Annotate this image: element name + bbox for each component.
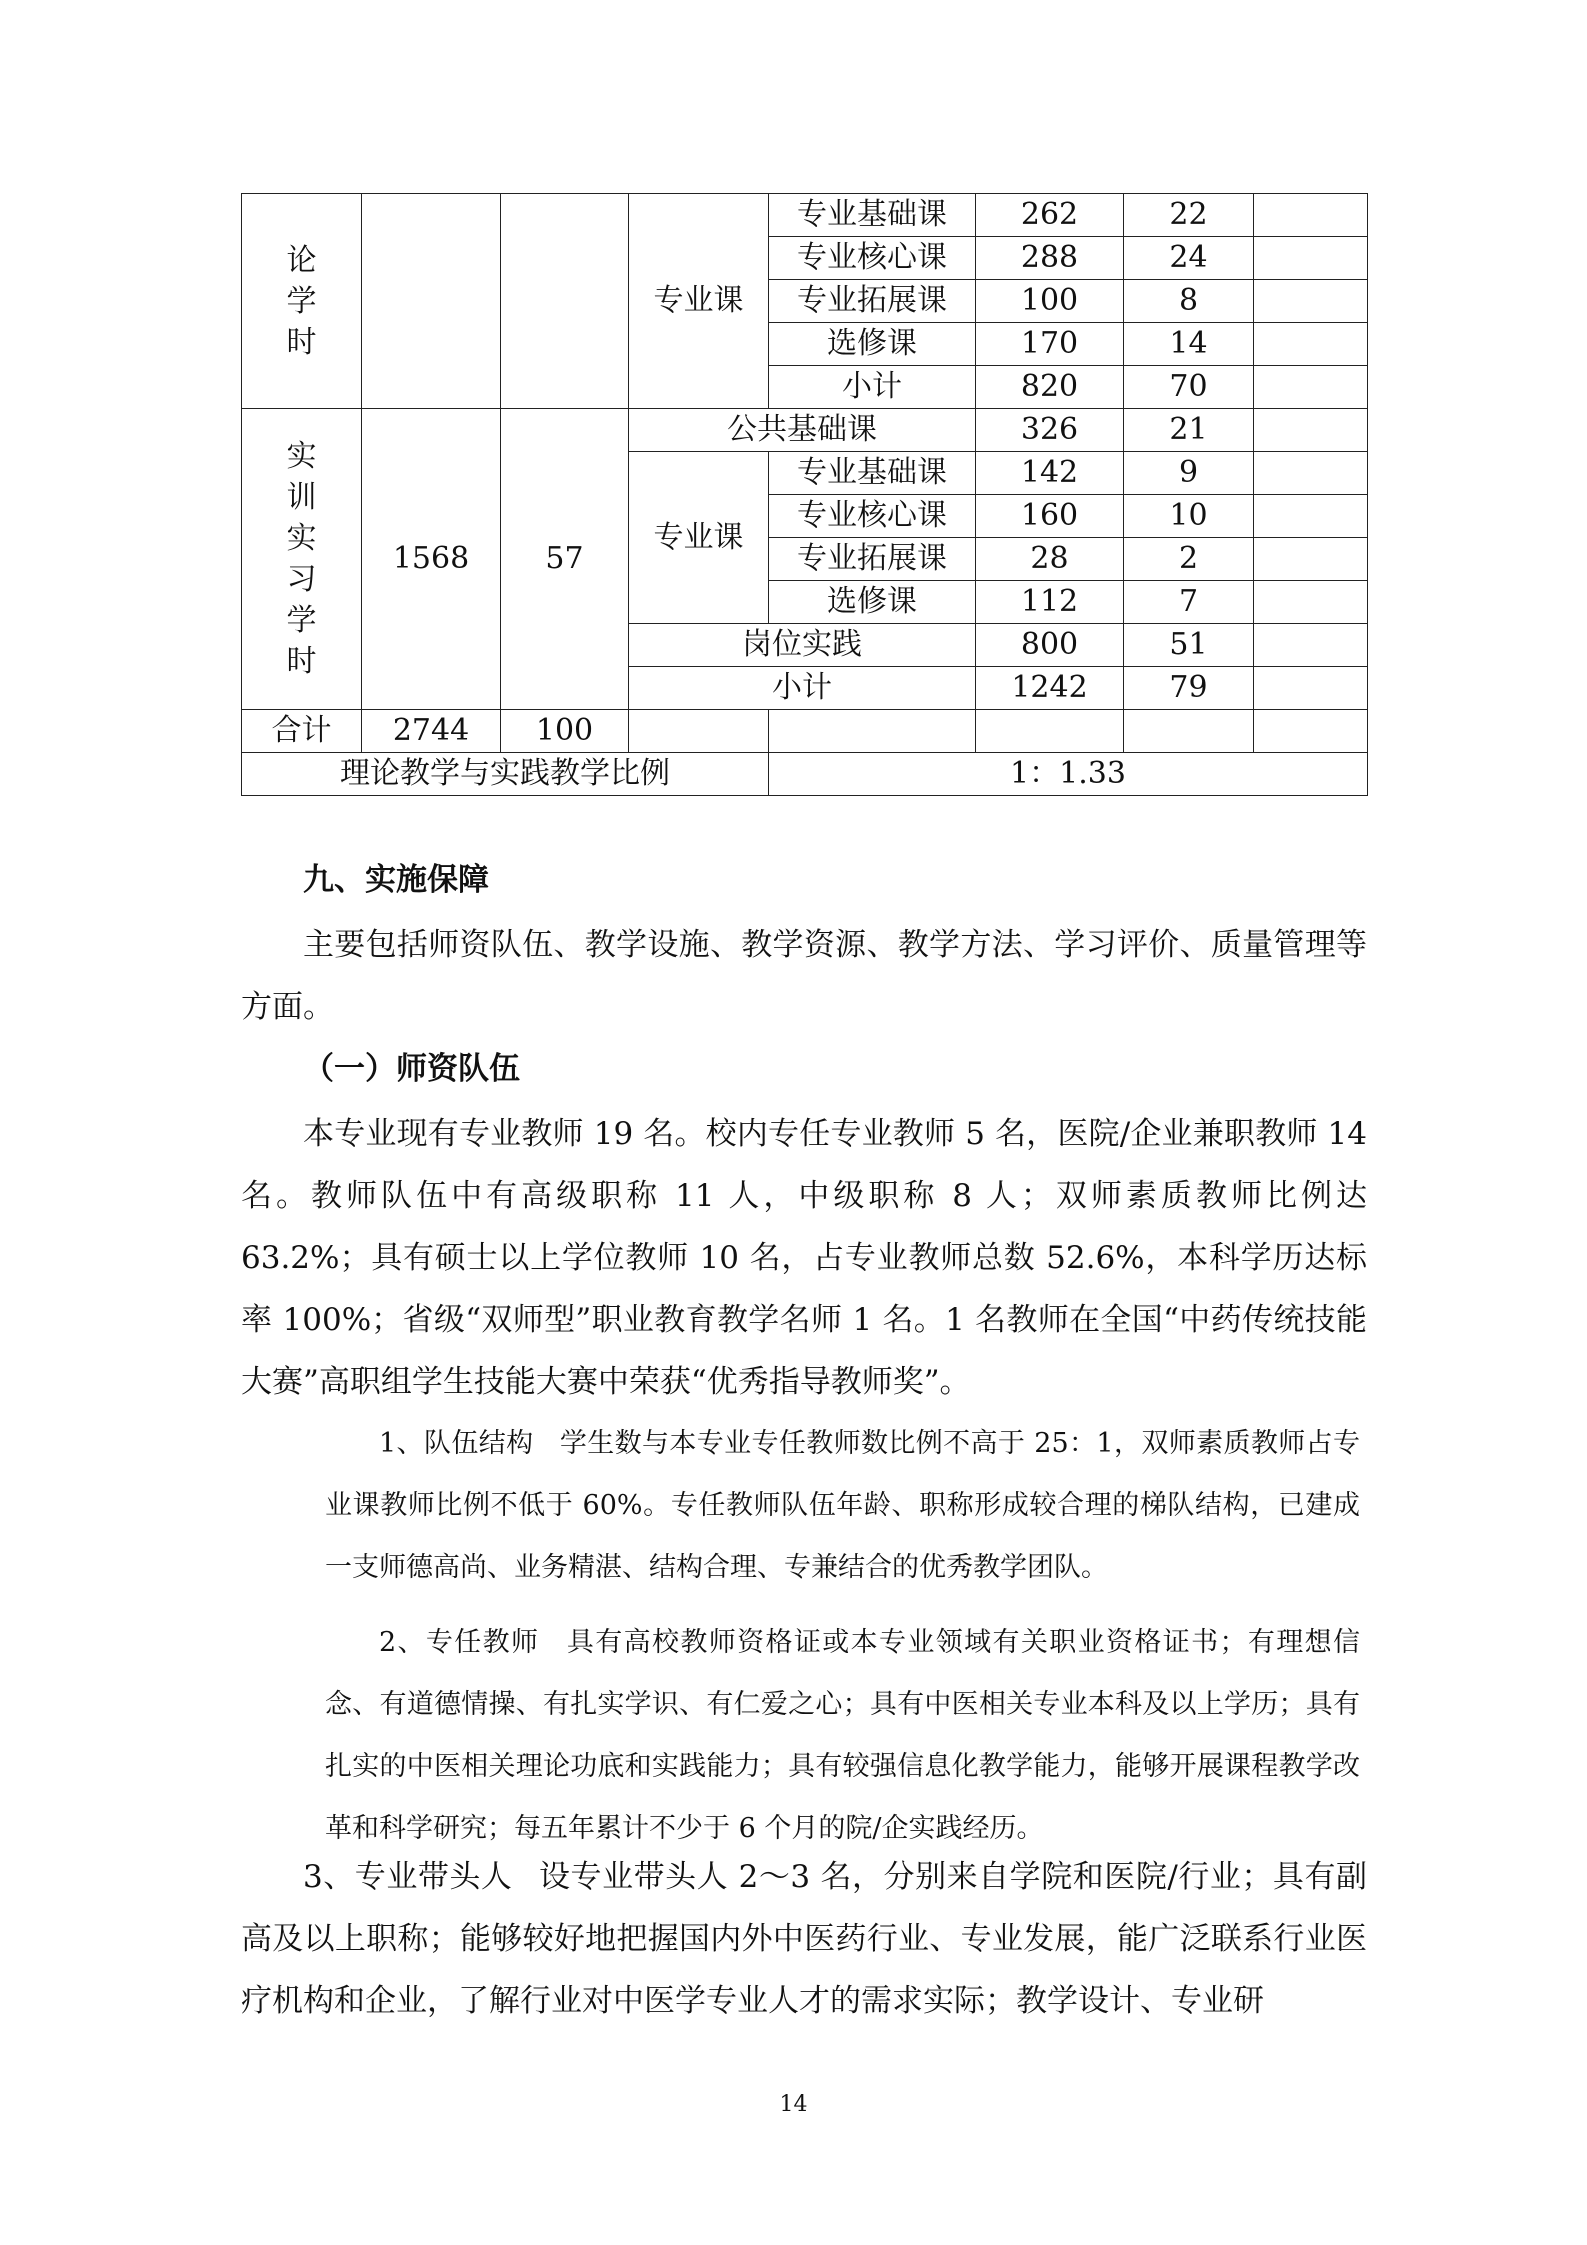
course-type: 岗位实践 [629,624,976,667]
course-type: 公共基础课 [629,409,976,452]
item-title: 2、专任教师 [379,1627,540,1658]
credits-value: 79 [1124,667,1254,710]
credits-value: 10 [1124,495,1254,538]
credits-value: 7 [1124,581,1254,624]
course-type: 专业基础课 [769,452,976,495]
total-row [242,710,1368,753]
ratio-row [242,753,1368,796]
credits-value: 24 [1124,237,1254,280]
table-cell [1254,624,1368,667]
hours-value: 112 [976,581,1124,624]
ratio-label: 理论教学与实践教学比例 [242,753,769,796]
table-row [242,194,1368,237]
table-cell [362,194,501,409]
course-type: 选修课 [769,323,976,366]
hours-value: 170 [976,323,1124,366]
section-intro: 主要包括师资队伍、教学设施、教学资源、教学方法、学习评价、质量管理等方面。 [241,927,1367,1025]
hours-value: 160 [976,495,1124,538]
theory-hours-label: 论学时 [242,194,362,409]
course-type: 专业核心课 [769,495,976,538]
credits-value: 9 [1124,452,1254,495]
hours-value: 262 [976,194,1124,237]
item-fulltime-teachers [325,1612,1360,1860]
table-cell [1254,194,1368,237]
professional-course-label: 专业课 [629,194,769,409]
table-cell [501,194,629,409]
hours-value: 800 [976,624,1124,667]
professional-course-label: 专业课 [629,452,769,624]
course-type: 专业基础课 [769,194,976,237]
subtotal-label: 小计 [629,667,976,710]
table-cell [1254,495,1368,538]
course-type: 专业核心课 [769,237,976,280]
subsection-heading: （一）师资队伍 [303,1051,520,1087]
curriculum-hours-table [241,193,1368,796]
practice-hours-total: 1568 [362,409,501,710]
table-cell [1254,366,1368,409]
hours-value: 326 [976,409,1124,452]
hours-value: 820 [976,366,1124,409]
item-text: 学生数与本专业专任教师数比例不高于 25：1，双师素质教师占专业课教师比例不低于 60%。专任教师队伍年龄、职称形成较合理的梯队结构，已建成一支师德高尚、业务精湛、结构合理、专兼结合的优秀教学团队。 [325,1428,1360,1583]
table-cell [1254,710,1368,753]
course-type: 选修课 [769,581,976,624]
total-credits: 100 [501,710,629,753]
hours-value: 142 [976,452,1124,495]
course-type: 专业拓展课 [769,538,976,581]
total-label: 合计 [242,710,362,753]
faculty-paragraph: 本专业现有专业教师 19 名。校内专任专业教师 5 名，医院/企业兼职教师 14 名。教师队伍中有高级职称 11 人，中级职称 8 人；双师素质教师比例达 63.2%；具有硕士以上学位教师 10 名，占专业教师总数 52.6%，本科学历达标率 100%；省级“双师型”职业教育教学名师 1 名。1 名教师在全国“中药传统技能大赛”高职组学生技能大赛中荣获“优秀指导教师奖”。 [241,1116,1367,1400]
table-cell [629,710,769,753]
item-text: 具有高校教师资格证或本专业领域有关职业资格证书；有理想信念、有道德情操、有扎实学识、有仁爱之心；具有中医相关专业本科及以上学历；具有扎实的中医相关理论功底和实践能力；具有较强信息化教学能力，能够开展课程教学改革和科学研究；每五年累计不少于 6 个月的院/企实践经历。 [325,1627,1361,1844]
subtotal-label: 小计 [769,366,976,409]
item-team-structure [325,1413,1360,1599]
credits-value: 14 [1124,323,1254,366]
credits-value: 2 [1124,538,1254,581]
hours-value: 28 [976,538,1124,581]
total-hours: 2744 [362,710,501,753]
table-cell [1124,710,1254,753]
credits-value: 22 [1124,194,1254,237]
practice-hours-label: 实训实习学时 [242,409,362,710]
table-cell [1254,409,1368,452]
credits-value: 51 [1124,624,1254,667]
table-cell [1254,538,1368,581]
table-cell [976,710,1124,753]
item-title: 1、队伍结构 [379,1428,534,1459]
table-row [242,409,1368,452]
item-program-leader [241,1846,1367,2032]
hours-value: 1242 [976,667,1124,710]
hours-value: 100 [976,280,1124,323]
hours-value: 288 [976,237,1124,280]
table-cell [1254,581,1368,624]
table-cell [1254,323,1368,366]
course-type: 专业拓展课 [769,280,976,323]
practice-credits-total: 57 [501,409,629,710]
credits-value: 70 [1124,366,1254,409]
item-title: 3、专业带头人 [303,1859,513,1895]
table-cell [1254,667,1368,710]
ratio-value: 1：1.33 [769,753,1368,796]
item-text: 设专业带头人 2～3 名，分别来自学院和医院/行业；具有副高及以上职称；能够较好地把握国内外中医药行业、专业发展，能广泛联系行业医疗机构和企业，了解行业对中医学专业人才的需求实际；教学设计、专业研 [241,1859,1367,2019]
table-cell [1254,452,1368,495]
page-number: 14 [779,2092,808,2117]
credits-value: 8 [1124,280,1254,323]
table-cell [1254,237,1368,280]
section-heading: 九、实施保障 [303,862,489,898]
credits-value: 21 [1124,409,1254,452]
table-cell [769,710,976,753]
table-cell [1254,280,1368,323]
